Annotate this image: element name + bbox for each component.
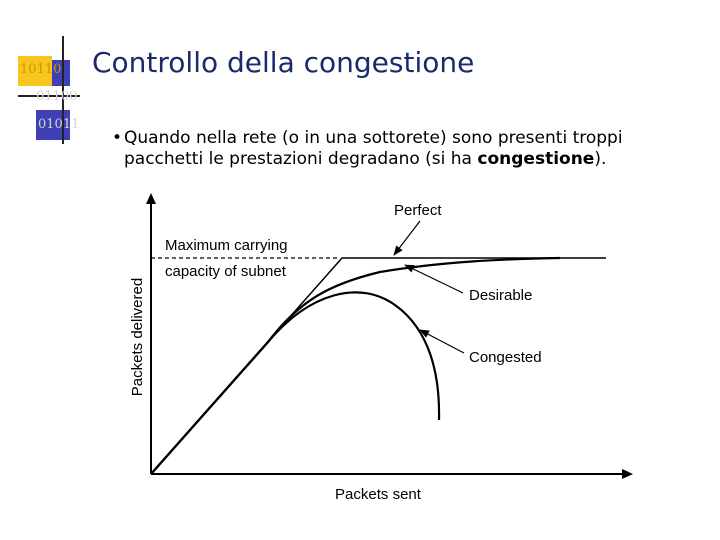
bullet-symbol: • bbox=[112, 128, 123, 148]
desirable-label: Desirable bbox=[469, 287, 533, 304]
bullet-line-2-prefix: pacchetti le prestazioni degradano (si ha bbox=[124, 149, 478, 170]
bullet-line-1: Quando nella rete (o in una sottorete) sono presenti troppi bbox=[124, 128, 623, 148]
capacity-label-line1: Maximum carrying bbox=[165, 237, 288, 254]
x-axis-arrow bbox=[622, 469, 633, 479]
bullet-bold-term: congestione bbox=[477, 149, 595, 170]
bullet-line-2-suffix: ). bbox=[594, 149, 607, 170]
capacity-label-line2: capacity of subnet bbox=[165, 263, 286, 280]
congested-arrow bbox=[420, 330, 464, 353]
desirable-arrow bbox=[405, 265, 463, 293]
logo-binary-1: 10110 bbox=[20, 62, 62, 77]
perfect-curve bbox=[151, 258, 606, 474]
y-axis-label: Packets delivered bbox=[129, 277, 146, 397]
congested-curve bbox=[151, 292, 439, 474]
perfect-arrow bbox=[394, 221, 420, 255]
logo-binary-2: 01100 bbox=[36, 89, 78, 104]
y-axis-arrow bbox=[146, 193, 156, 204]
slide-title: Controllo della congestione bbox=[92, 46, 475, 79]
logo-binary-3: 01011 bbox=[38, 117, 80, 132]
perfect-label: Perfect bbox=[394, 202, 442, 219]
x-axis-label: Packets sent bbox=[335, 486, 421, 503]
congested-label: Congested bbox=[469, 349, 542, 366]
